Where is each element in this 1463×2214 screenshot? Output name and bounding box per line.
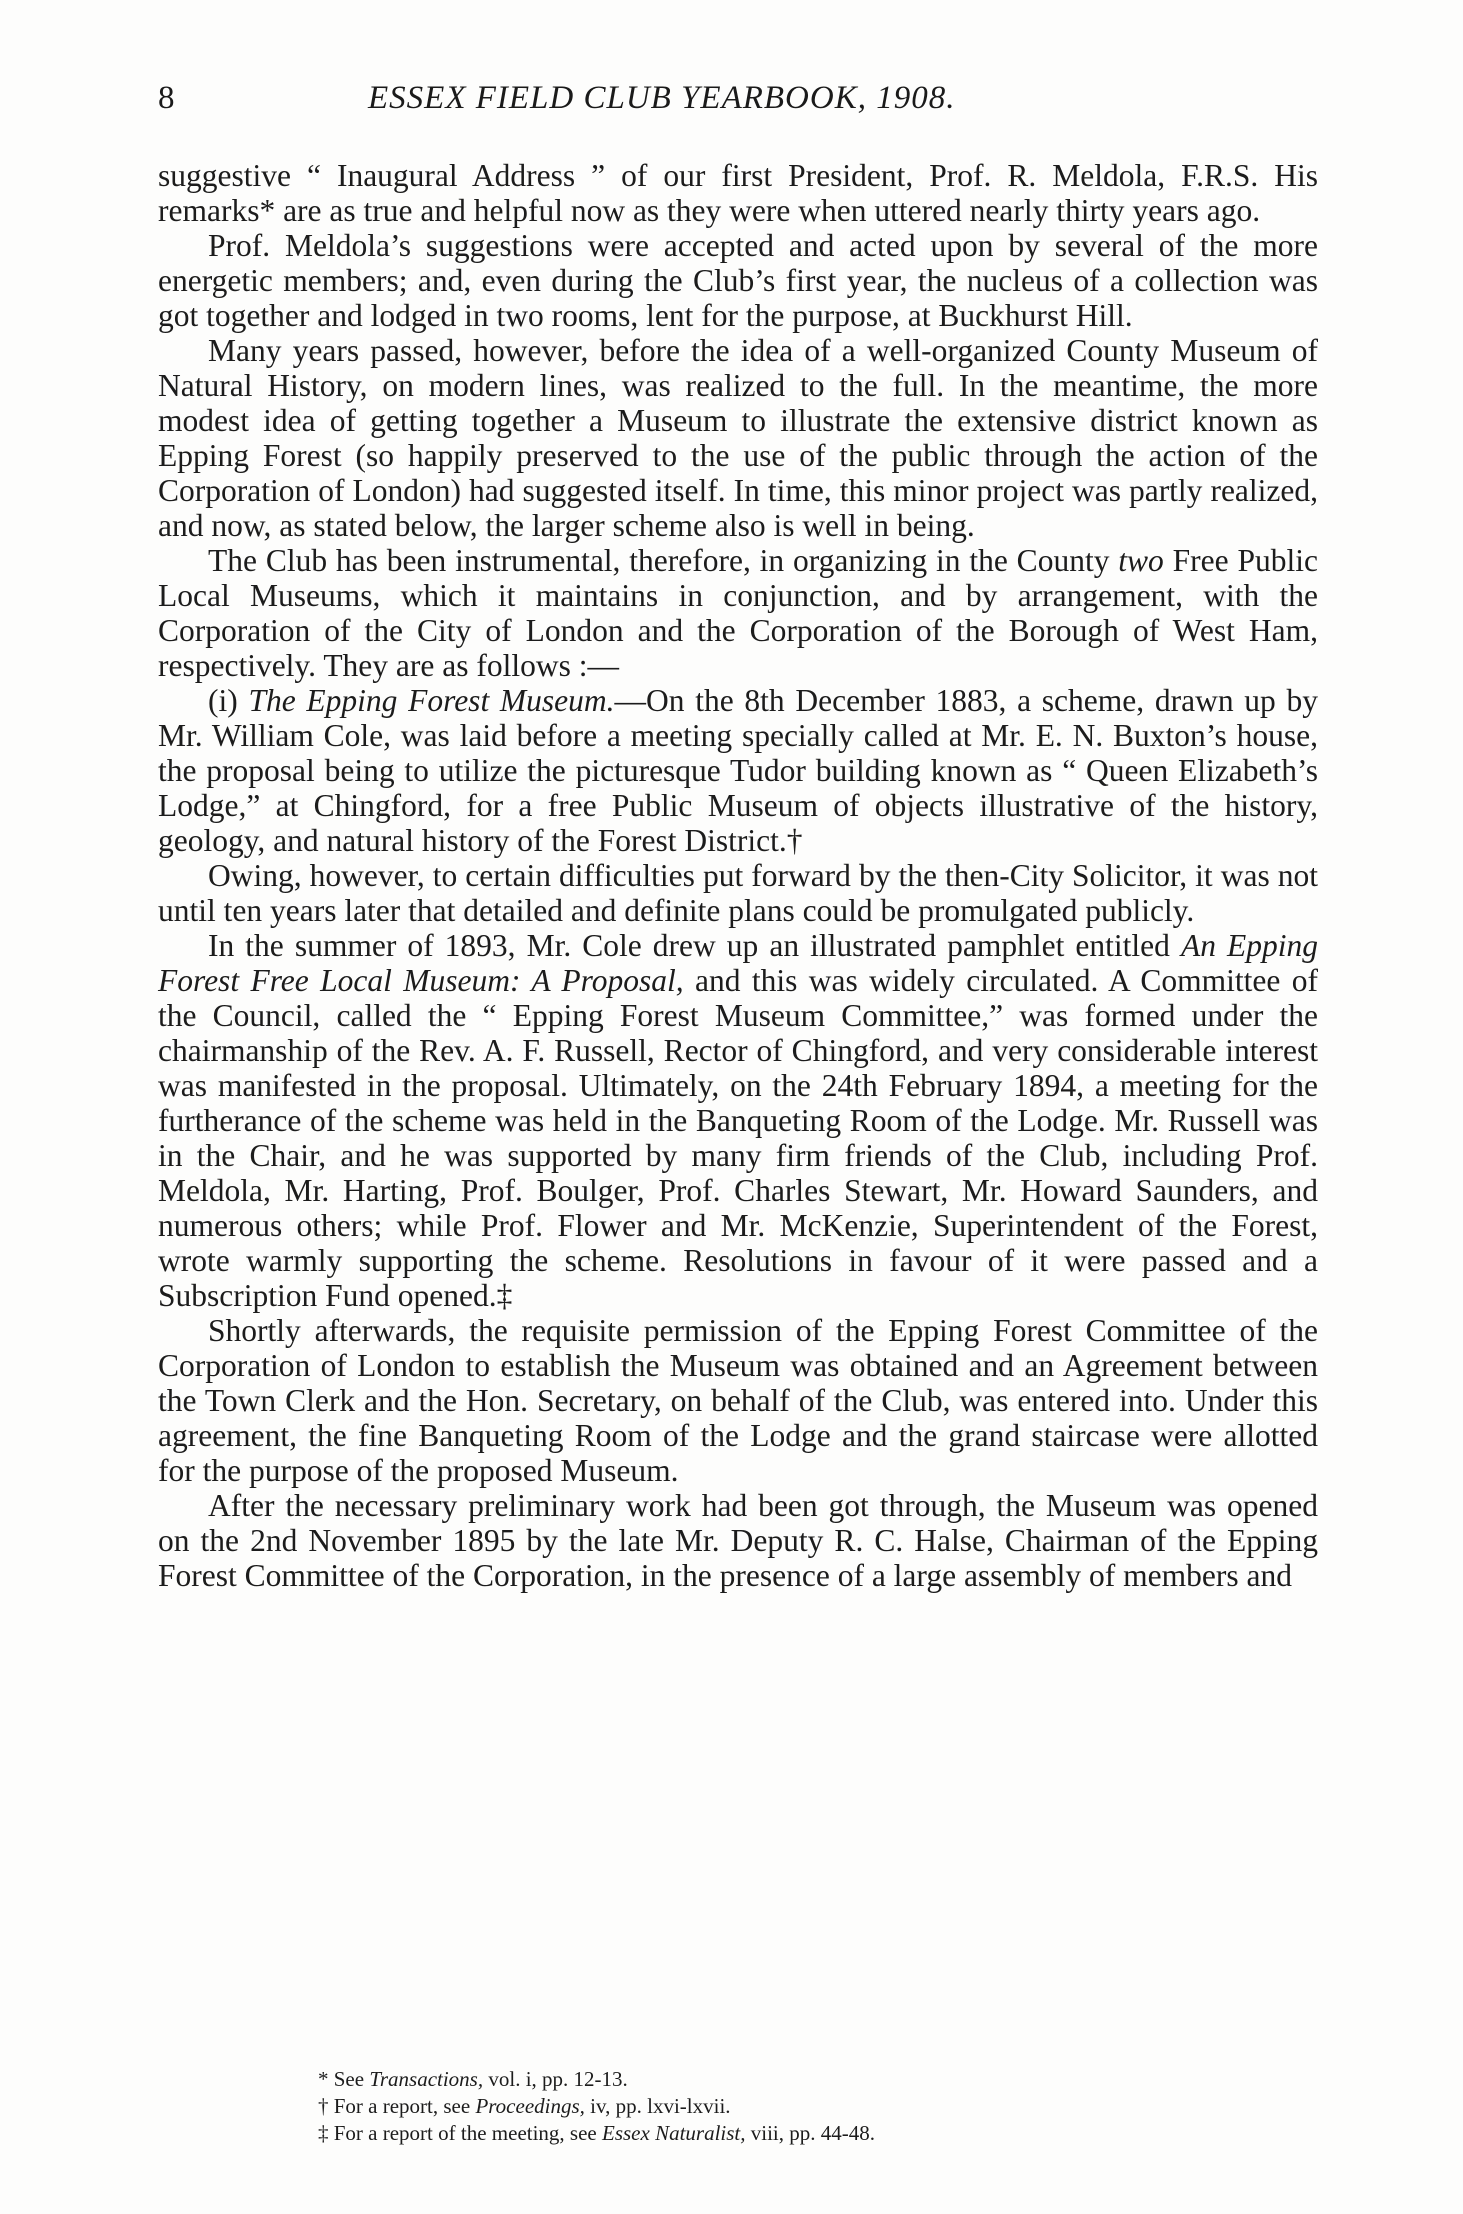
paragraph-9: After the necessary preliminary work had been got through, the Museum was opened on the 2nd November 1895 by the late Mr. Deputy R. C. Halse, Chairman of the Epping Forest Committee of the Corporation, in the presence of a large assembly of members and	[158, 1488, 1318, 1593]
footnote-1-text-b: vol. i, pp. 12-13.	[483, 2067, 628, 2091]
paragraph-4-text-b: Free Public Local Museums, which it maintains in conjunction, and by arrangement, with the Corporation of the City of London and the Corporation of the Borough of West Ham, respectively. They are as follows :—	[158, 543, 1318, 683]
paragraph-7-text-a: In the summer of 1893, Mr. Cole drew up an illustrated pamphlet entitled	[208, 928, 1181, 963]
page-header	[158, 80, 1318, 130]
paragraph-5-text: —On the 8th December 1883, a scheme, drawn up by Mr. William Cole, was laid before a meeting specially called at Mr. E. N. Buxton’s house, the proposal being to utilize the picturesque Tudor building known as “ Queen Elizabeth’s Lodge,” at Chingford, for a free Public Museum of objects illustrative of the history, geology, and natural history of the Forest District.†	[158, 683, 1318, 858]
paragraph-4-text-a: The Club has been instrumental, therefore, in organizing in the County	[208, 543, 1119, 578]
paragraph-5	[158, 683, 1318, 858]
footnote-3-source: Essex Naturalist,	[602, 2121, 746, 2145]
footnote-1	[318, 2066, 1318, 2093]
paragraph-2: Prof. Meldola’s suggestions were accepted and acted upon by several of the more energetic members; and, even during the Club’s first year, the nucleus of a collection was got together and lodged in two rooms, lent for the purpose, at Buckhurst Hill.	[158, 228, 1318, 333]
page-number: 8	[158, 80, 176, 116]
pamphlet-title: An Epping Forest Free Local Museum: A Proposal,	[158, 928, 1318, 998]
body-text	[158, 158, 1318, 1593]
paragraph-1: suggestive “ Inaugural Address ” of our first President, Prof. R. Meldola, F.R.S. His remarks* are as true and helpful now as they were when uttered nearly thirty years ago.	[158, 158, 1318, 228]
paragraph-4	[158, 543, 1318, 683]
footnote-3-text-b: viii, pp. 44-48.	[745, 2121, 876, 2145]
footnote-2	[318, 2093, 1318, 2120]
section-heading-epping-forest-museum: The Epping Forest Museum.	[248, 683, 615, 718]
paragraph-8: Shortly afterwards, the requisite permission of the Epping Forest Committee of the Corporation of London to establish the Museum was obtained and an Agreement between the Town Clerk and the Hon. Secretary, on behalf of the Club, was entered into. Under this agreement, the fine Banqueting Room of the Lodge and the grand staircase were allotted for the purpose of the proposed Museum.	[158, 1313, 1318, 1488]
paragraph-4-emphasis: two	[1118, 543, 1164, 578]
footnote-3	[318, 2120, 1318, 2147]
paragraph-5-number: (i)	[208, 683, 249, 718]
footnote-1-text-a: * See	[318, 2067, 370, 2091]
paragraph-3: Many years passed, however, before the idea of a well-organized County Museum of Natural History, on modern lines, was realized to the full. In the meantime, the more modest idea of getting together a Museum to illustrate the extensive district known as Epping Forest (so happily preserved to the use of the public through the action of the Corporation of London) had suggested itself. In time, this minor project was partly realized, and now, as stated below, the larger scheme also is well in being.	[158, 333, 1318, 543]
footnote-2-text-b: iv, pp. lxvi-lxvii.	[584, 2094, 731, 2118]
footnote-3-text-a: ‡ For a report of the meeting, see	[318, 2121, 602, 2145]
footnote-1-source: Transactions,	[369, 2067, 484, 2091]
running-title: ESSEX FIELD CLUB YEARBOOK, 1908.	[368, 80, 956, 116]
paragraph-7	[158, 928, 1318, 1313]
paragraph-6: Owing, however, to certain difficulties put forward by the then-City Solicitor, it was not until ten years later that detailed and definite plans could be promulgated publicly.	[158, 858, 1318, 928]
footnotes	[318, 2066, 1318, 2147]
footnote-2-source: Proceedings,	[475, 2094, 585, 2118]
paragraph-7-text-b: and this was widely circulated. A Committee of the Council, called the “ Epping Forest Museum Committee,” was formed under the chairmanship of the Rev. A. F. Russell, Rector of Chingford, and very considerable interest was manifested in the proposal. Ultimately, on the 24th February 1894, a meeting for the furtherance of the scheme was held in the Banqueting Room of the Lodge. Mr. Russell was in the Chair, and he was supported by many firm friends of the Club, including Prof. Meldola, Mr. Harting, Prof. Boulger, Prof. Charles Stewart, Mr. Howard Saunders, and numerous others; while Prof. Flower and Mr. McKenzie, Superintendent of the Forest, wrote warmly supporting the scheme. Resolutions in favour of it were passed and a Subscription Fund opened.‡	[158, 963, 1318, 1313]
footnote-2-text-a: † For a report, see	[318, 2094, 476, 2118]
